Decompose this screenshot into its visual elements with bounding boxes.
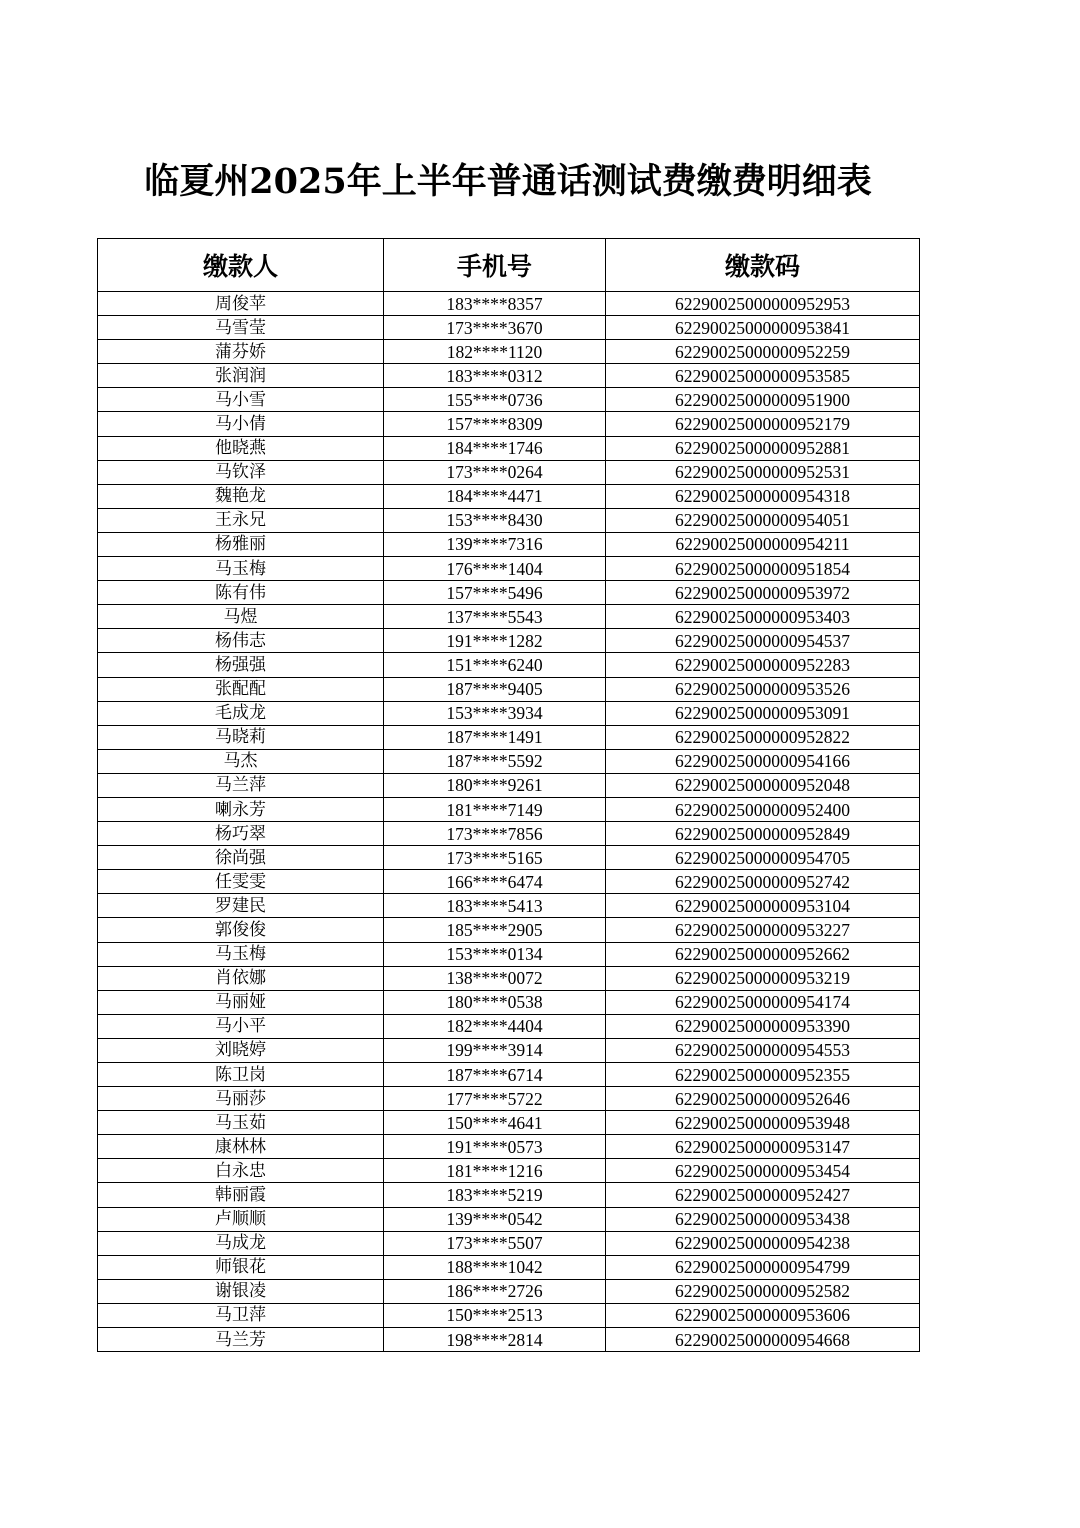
- payment-code-cell: 62290025000000952427: [606, 1183, 920, 1207]
- payer-name-cell: 任雯雯: [98, 870, 384, 894]
- payer-name-cell: 马卫萍: [98, 1303, 384, 1327]
- payer-name-cell: 郭俊俊: [98, 918, 384, 942]
- payer-name-cell: 马兰芳: [98, 1328, 384, 1352]
- phone-cell: 184****1746: [384, 436, 606, 460]
- fee-detail-table: [97, 238, 920, 1352]
- payment-code-cell: 62290025000000952355: [606, 1063, 920, 1087]
- payment-code-cell: 62290025000000952582: [606, 1279, 920, 1303]
- phone-cell: 199****3914: [384, 1038, 606, 1062]
- table-row: [98, 460, 920, 484]
- table-row: [98, 1159, 920, 1183]
- table-row: [98, 1303, 920, 1327]
- phone-cell: 153****3934: [384, 701, 606, 725]
- phone-cell: 173****7856: [384, 822, 606, 846]
- payment-code-cell: 62290025000000954318: [606, 484, 920, 508]
- payment-code-cell: 62290025000000953454: [606, 1159, 920, 1183]
- table-row: [98, 653, 920, 677]
- table-row: [98, 557, 920, 581]
- table-row: [98, 412, 920, 436]
- payer-name-cell: 马兰萍: [98, 773, 384, 797]
- payment-code-cell: 62290025000000954705: [606, 846, 920, 870]
- table-row: [98, 677, 920, 701]
- phone-cell: 139****0542: [384, 1207, 606, 1231]
- phone-cell: 182****1120: [384, 340, 606, 364]
- table-row: [98, 388, 920, 412]
- payer-name-cell: 喇永芳: [98, 797, 384, 821]
- phone-cell: 166****6474: [384, 870, 606, 894]
- payer-name-cell: 马小倩: [98, 412, 384, 436]
- payment-code-cell: 62290025000000953606: [606, 1303, 920, 1327]
- payment-code-cell: 62290025000000952662: [606, 942, 920, 966]
- payer-name-cell: 他晓燕: [98, 436, 384, 460]
- payment-code-cell: 62290025000000953585: [606, 364, 920, 388]
- payment-code-cell: 62290025000000954668: [606, 1328, 920, 1352]
- payer-name-cell: 杨强强: [98, 653, 384, 677]
- payment-code-cell: 62290025000000954537: [606, 629, 920, 653]
- phone-cell: 188****1042: [384, 1255, 606, 1279]
- payment-code-cell: 62290025000000954238: [606, 1231, 920, 1255]
- payer-name-cell: 毛成龙: [98, 701, 384, 725]
- table-row: [98, 1279, 920, 1303]
- phone-cell: 187****9405: [384, 677, 606, 701]
- payment-code-cell: 62290025000000952179: [606, 412, 920, 436]
- table-row: [98, 701, 920, 725]
- table-row: [98, 1111, 920, 1135]
- table-row: [98, 1038, 920, 1062]
- phone-cell: 181****1216: [384, 1159, 606, 1183]
- payer-name-cell: 周俊苹: [98, 292, 384, 316]
- table-row: [98, 870, 920, 894]
- table-row: [98, 629, 920, 653]
- table-row: [98, 725, 920, 749]
- table-row: [98, 436, 920, 460]
- table-row: [98, 605, 920, 629]
- table-row: [98, 340, 920, 364]
- payer-name-cell: 杨雅丽: [98, 532, 384, 556]
- phone-cell: 183****8357: [384, 292, 606, 316]
- payment-code-cell: 62290025000000952742: [606, 870, 920, 894]
- payer-name-cell: 马丽娅: [98, 990, 384, 1014]
- payer-name-cell: 张润润: [98, 364, 384, 388]
- payment-code-cell: 62290025000000952822: [606, 725, 920, 749]
- payment-code-cell: 62290025000000954553: [606, 1038, 920, 1062]
- table-row: [98, 1328, 920, 1352]
- table-row: [98, 942, 920, 966]
- table-row: [98, 1207, 920, 1231]
- payer-name-cell: 韩丽霞: [98, 1183, 384, 1207]
- payer-name-cell: 罗建民: [98, 894, 384, 918]
- payment-code-cell: 62290025000000954166: [606, 749, 920, 773]
- table-row: [98, 1014, 920, 1038]
- payer-name-cell: 魏艳龙: [98, 484, 384, 508]
- payment-code-cell: 62290025000000953091: [606, 701, 920, 725]
- payment-code-cell: 62290025000000953526: [606, 677, 920, 701]
- phone-cell: 157****5496: [384, 581, 606, 605]
- payer-name-cell: 马雪莹: [98, 316, 384, 340]
- phone-cell: 185****2905: [384, 918, 606, 942]
- phone-cell: 153****8430: [384, 508, 606, 532]
- payer-name-cell: 谢银凌: [98, 1279, 384, 1303]
- payer-name-cell: 马玉梅: [98, 557, 384, 581]
- payment-code-cell: 62290025000000951900: [606, 388, 920, 412]
- payer-name-cell: 杨巧翠: [98, 822, 384, 846]
- table-row: [98, 966, 920, 990]
- phone-cell: 181****7149: [384, 797, 606, 821]
- phone-cell: 157****8309: [384, 412, 606, 436]
- payer-name-cell: 马成龙: [98, 1231, 384, 1255]
- phone-cell: 191****1282: [384, 629, 606, 653]
- header-phone: 手机号: [384, 239, 606, 292]
- payment-code-cell: 62290025000000953227: [606, 918, 920, 942]
- payer-name-cell: 马杰: [98, 749, 384, 773]
- table-row: [98, 1183, 920, 1207]
- payment-code-cell: 62290025000000952259: [606, 340, 920, 364]
- phone-cell: 183****5219: [384, 1183, 606, 1207]
- phone-cell: 153****0134: [384, 942, 606, 966]
- phone-cell: 150****4641: [384, 1111, 606, 1135]
- payer-name-cell: 刘晓婷: [98, 1038, 384, 1062]
- phone-cell: 173****0264: [384, 460, 606, 484]
- payer-name-cell: 张配配: [98, 677, 384, 701]
- payer-name-cell: 马晓莉: [98, 725, 384, 749]
- phone-cell: 191****0573: [384, 1135, 606, 1159]
- table-row: [98, 894, 920, 918]
- table-row: [98, 484, 920, 508]
- document-title: 临夏州2025年上半年普通话测试费缴费明细表: [144, 161, 872, 202]
- table-row: [98, 316, 920, 340]
- payer-name-cell: 马玉茹: [98, 1111, 384, 1135]
- payment-code-cell: 62290025000000953438: [606, 1207, 920, 1231]
- payment-code-cell: 62290025000000952400: [606, 797, 920, 821]
- table-row: [98, 749, 920, 773]
- table-row: [98, 773, 920, 797]
- table-row: [98, 797, 920, 821]
- table-row: [98, 846, 920, 870]
- header-payer: 缴款人: [98, 239, 384, 292]
- payment-code-cell: 62290025000000954211: [606, 532, 920, 556]
- table-row: [98, 532, 920, 556]
- phone-cell: 182****4404: [384, 1014, 606, 1038]
- payer-name-cell: 白永忠: [98, 1159, 384, 1183]
- phone-cell: 177****5722: [384, 1087, 606, 1111]
- phone-cell: 173****3670: [384, 316, 606, 340]
- phone-cell: 180****9261: [384, 773, 606, 797]
- payment-code-cell: 62290025000000952881: [606, 436, 920, 460]
- payer-name-cell: 蒲芬娇: [98, 340, 384, 364]
- table-row: [98, 1255, 920, 1279]
- payer-name-cell: 陈卫岗: [98, 1063, 384, 1087]
- payer-name-cell: 马丽莎: [98, 1087, 384, 1111]
- payment-code-cell: 62290025000000953104: [606, 894, 920, 918]
- payment-code-cell: 62290025000000953403: [606, 605, 920, 629]
- phone-cell: 187****5592: [384, 749, 606, 773]
- table-row: [98, 918, 920, 942]
- phone-cell: 137****5543: [384, 605, 606, 629]
- table-row: [98, 990, 920, 1014]
- table-row: [98, 292, 920, 316]
- payment-code-cell: 62290025000000953948: [606, 1111, 920, 1135]
- payer-name-cell: 马玉梅: [98, 942, 384, 966]
- payment-code-cell: 62290025000000952048: [606, 773, 920, 797]
- payer-name-cell: 徐尚强: [98, 846, 384, 870]
- payer-name-cell: 马煜: [98, 605, 384, 629]
- table-row: [98, 581, 920, 605]
- table-row: [98, 822, 920, 846]
- phone-cell: 180****0538: [384, 990, 606, 1014]
- payment-code-cell: 62290025000000953972: [606, 581, 920, 605]
- phone-cell: 183****5413: [384, 894, 606, 918]
- payer-name-cell: 马小平: [98, 1014, 384, 1038]
- table-row: [98, 364, 920, 388]
- phone-cell: 139****7316: [384, 532, 606, 556]
- table-row: [98, 1087, 920, 1111]
- payment-code-cell: 62290025000000953219: [606, 966, 920, 990]
- phone-cell: 183****0312: [384, 364, 606, 388]
- phone-cell: 151****6240: [384, 653, 606, 677]
- table-row: [98, 1135, 920, 1159]
- payer-name-cell: 王永兄: [98, 508, 384, 532]
- payer-name-cell: 马小雪: [98, 388, 384, 412]
- payer-name-cell: 肖依娜: [98, 966, 384, 990]
- payment-code-cell: 62290025000000953841: [606, 316, 920, 340]
- table-row: [98, 1231, 920, 1255]
- payer-name-cell: 陈有伟: [98, 581, 384, 605]
- phone-cell: 173****5507: [384, 1231, 606, 1255]
- payment-code-cell: 62290025000000954051: [606, 508, 920, 532]
- phone-cell: 176****1404: [384, 557, 606, 581]
- payment-code-cell: 62290025000000952531: [606, 460, 920, 484]
- payment-code-cell: 62290025000000954174: [606, 990, 920, 1014]
- table-row: [98, 1063, 920, 1087]
- payment-code-cell: 62290025000000952849: [606, 822, 920, 846]
- phone-cell: 138****0072: [384, 966, 606, 990]
- phone-cell: 150****2513: [384, 1303, 606, 1327]
- payer-name-cell: 师银花: [98, 1255, 384, 1279]
- payment-code-cell: 62290025000000954799: [606, 1255, 920, 1279]
- payment-code-cell: 62290025000000952953: [606, 292, 920, 316]
- payment-code-cell: 62290025000000951854: [606, 557, 920, 581]
- phone-cell: 173****5165: [384, 846, 606, 870]
- payer-name-cell: 杨伟志: [98, 629, 384, 653]
- phone-cell: 155****0736: [384, 388, 606, 412]
- phone-cell: 198****2814: [384, 1328, 606, 1352]
- table-header-row: [98, 239, 920, 292]
- payer-name-cell: 马钦泽: [98, 460, 384, 484]
- header-payment-code: 缴款码: [606, 239, 920, 292]
- table-row: [98, 508, 920, 532]
- payment-code-cell: 62290025000000953390: [606, 1014, 920, 1038]
- phone-cell: 187****1491: [384, 725, 606, 749]
- payer-name-cell: 卢顺顺: [98, 1207, 384, 1231]
- phone-cell: 187****6714: [384, 1063, 606, 1087]
- payment-code-cell: 62290025000000952646: [606, 1087, 920, 1111]
- phone-cell: 186****2726: [384, 1279, 606, 1303]
- payment-code-cell: 62290025000000953147: [606, 1135, 920, 1159]
- payment-code-cell: 62290025000000952283: [606, 653, 920, 677]
- phone-cell: 184****4471: [384, 484, 606, 508]
- payer-name-cell: 康林林: [98, 1135, 384, 1159]
